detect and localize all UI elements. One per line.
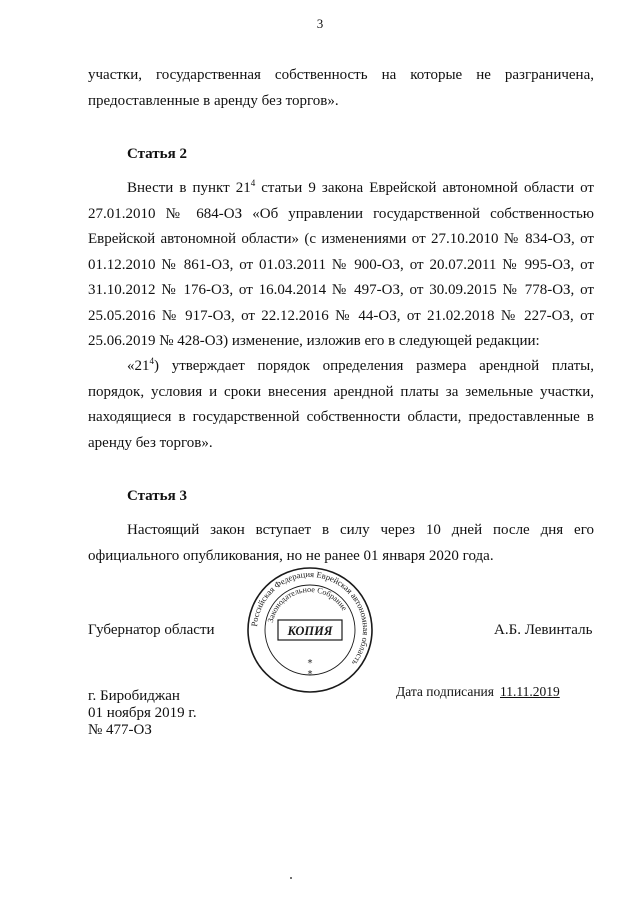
article-3-paragraph <box>88 518 594 569</box>
signing-date <box>396 684 560 700</box>
text-line: 27.01.2010 № 684-ОЗ «Об управлении государственной собственностью <box>88 205 594 222</box>
stamp-star-icon: * <box>307 658 313 669</box>
page-number: 3 <box>316 16 324 31</box>
text-line: порядок, условия и сроки внесения арендной платы за земельные участки, <box>88 383 594 400</box>
text-line: 25.06.2019 № 428-ОЗ) изменение, изложив его в следующей редакции: <box>88 333 540 349</box>
text-line: 31.10.2012 № 176-ОЗ, от 16.04.2014 № 497-ОЗ, от 30.09.2015 № 778-ОЗ, от <box>88 282 594 298</box>
text-line: 01.12.2010 № 861-ОЗ, от 01.03.2011 № 900-ОЗ, от 20.07.2011 № 995-ОЗ, от <box>88 256 594 273</box>
article-3-heading: Статья 3 <box>127 488 187 504</box>
text-line: 25.05.2016 № 917-ОЗ, от 22.12.2016 № 44-ОЗ, от 21.02.2018 № 227-ОЗ, от <box>88 307 594 324</box>
signing-date-value: 11.11.2019 <box>500 684 560 699</box>
stamp-center-label: КОПИЯ <box>287 624 333 638</box>
seal-stamp-icon <box>245 565 375 695</box>
text-line: предоставленные в аренду без торгов». <box>88 92 339 109</box>
article-2-paragraph <box>88 176 594 355</box>
text-line: аренду без торгов». <box>88 434 213 451</box>
place-city: г. Биробиджан <box>88 688 180 704</box>
text-line: официального опубликования, но не ранее 01 января 2020 года. <box>88 547 494 564</box>
page-speck <box>290 877 292 879</box>
signing-date-label: Дата подписания <box>396 684 494 699</box>
text-line: Еврейской автономной области» (с изменениями от 27.10.2010 № 834-ОЗ, от <box>88 231 594 247</box>
text-line: «$21^4$) утверждает порядок определения размера арендной платы, <box>127 356 594 374</box>
place-date: 01 ноября 2019 г. <box>88 705 197 721</box>
article-2-heading: Статья 2 <box>127 146 187 162</box>
text-line: находящиеся в государственной собственности области, предоставленные в <box>88 409 594 425</box>
stamp-star-icon: * <box>307 669 313 680</box>
stamp-outer-text: Российская Федерация Еврейская автономная область <box>249 568 372 668</box>
text-line: Настоящий закон вступает в силу через 10 дней после дня его <box>127 522 594 538</box>
intro-paragraph <box>88 63 594 114</box>
governor-title: Губернатор области <box>88 622 215 638</box>
law-number: № 477-ОЗ <box>88 722 152 738</box>
governor-name: А.Б. Левинталь <box>494 622 593 638</box>
text-line: участки, государственная собственность на которые не разграничена, <box>88 67 594 83</box>
text-line: Внести в пункт $21^4$ статьи 9 закона Еврейской автономной области от <box>127 178 594 196</box>
stamp-inner-text: Законодательное Собрание <box>265 584 349 624</box>
article-2-quote <box>88 354 594 456</box>
